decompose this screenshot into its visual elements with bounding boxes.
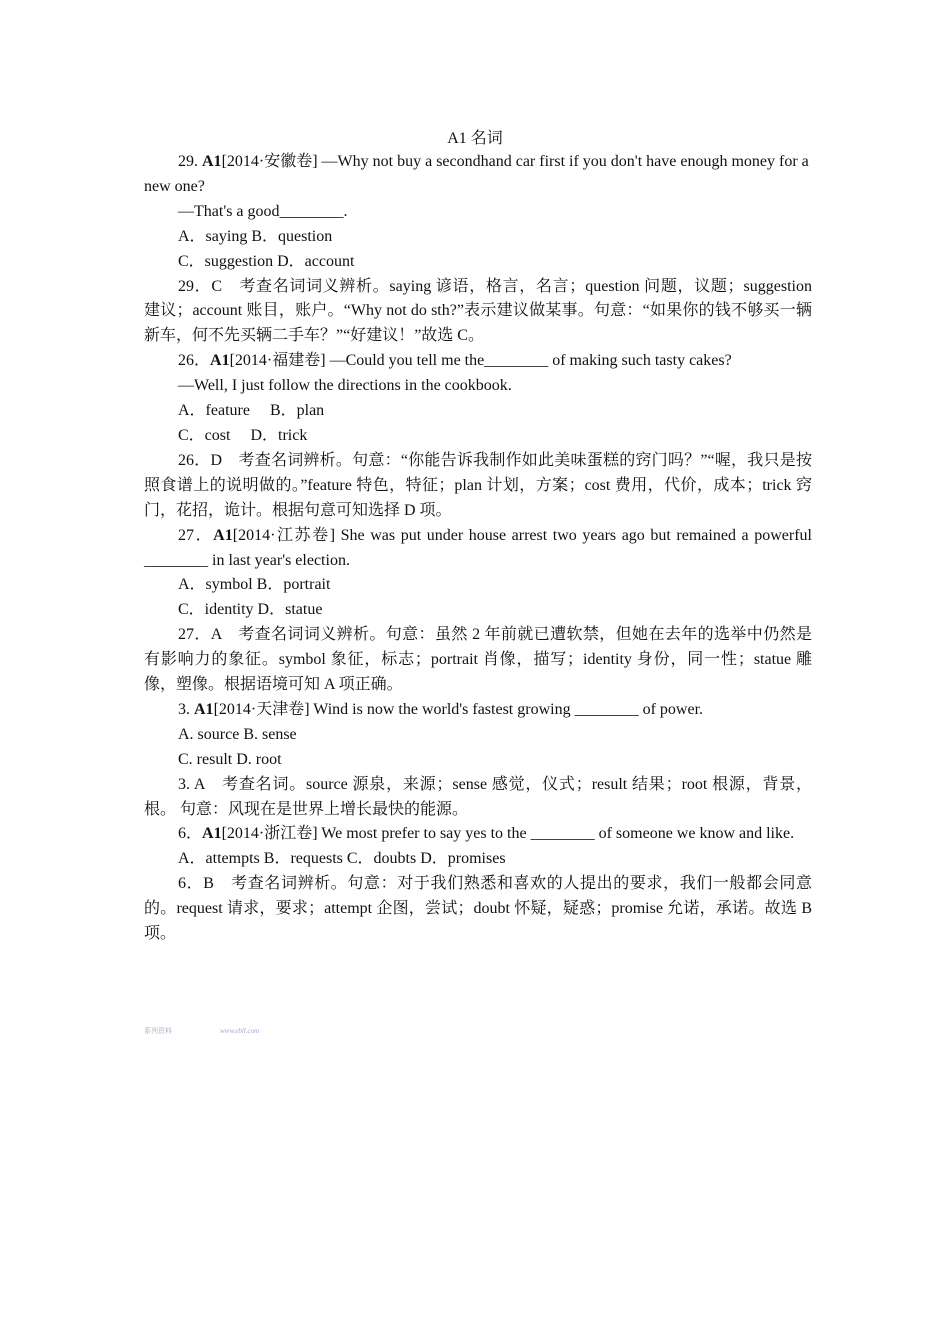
question-tag: A1 [202,153,222,170]
question-number: 27． [178,526,214,544]
question-reply: —That's a good________. [178,202,348,220]
answer-options: C．cost D．trick [178,426,308,444]
answer-options: A．feature B．plan [178,402,325,420]
question-stem [144,150,812,200]
question-number: 3. [178,700,194,718]
answer-analysis: 29．C 考查名词词义辨析。saying 谚语，格言，名言；question 问题，议题；suggestion 建议；account 账目，账户。“Why not do sth?”表示建议做某事。句意：“如果你的钱不够买一辆新车，何不先买辆二手车？”“好建议！”故选 C。 [144,277,812,345]
answer-options: A．saying B．question [178,227,333,245]
answer-options: A. source B. sense [178,725,297,743]
question-stem [144,698,812,723]
page-title: A1 名词 [447,130,503,147]
answer-analysis: 26．D 考查名词辨析。句意：“你能告诉我制作如此美味蛋糕的窍门吗？”“喔，我只是按照食谱上的说明做的。”feature 特色，特征；plan 计划，方案；cost 费用，代价，成本；trick 窍门，花招，诡计。根据句意可知选择 D 项。 [144,451,812,519]
question-tag: A1 [202,825,222,843]
answer-analysis: 3. A 考查名词。source 源泉，来源；sense 感觉，仪式；result 结果；root 根源，背景，根。 句意：风现在是世界上增长最快的能源。 [144,775,812,818]
footer-label: 系列资料 [144,1027,172,1035]
page-footer [144,1026,260,1036]
question-stem [144,349,812,374]
question-stem [144,822,812,847]
answer-analysis: 27．A 考查名词词义辨析。句意：虽然 2 年前就已遭软禁，但她在去年的选举中仍然是有影响力的象征。symbol 象征，标志；portrait 肖像，描写；identity 身份，同一性；statue 雕像，塑像。根据语境可知 A 项正确。 [144,626,812,694]
question-reply: —Well, I just follow the directions in the cookbook. [178,377,512,395]
question-text: [2014·江苏卷] She was put under house arrest two years ago but remained a powerful ________ in last year's election. [144,526,812,569]
question-number: 29. [178,153,202,170]
answer-options: C．identity D．statue [178,601,323,619]
answer-analysis: 6．B 考查名词辨析。句意：对于我们熟悉和喜欢的人提出的要求，我们一般都会同意的。request 请求，要求；attempt 企图，尝试；doubt 怀疑，疑惑；promise 允诺，承诺。故选 B 项。 [144,875,812,943]
question-tag: A1 [210,352,230,370]
question-text: [2014·浙江卷] We most prefer to say yes to the ________ of someone we know and like. [221,825,795,843]
question-text: [2014·福建卷] —Could you tell me the________ of making such tasty cakes? [229,352,732,370]
answer-options: C. result D. root [178,750,282,768]
answer-options: A．symbol B．portrait [178,576,331,594]
question-tag: A1 [213,526,233,544]
answer-options: A．attempts B．requests C．doubts D．promises [178,850,506,868]
question-number: 6． [178,825,203,843]
question-text: [2014·安徽卷] —Why not buy a secondhand car first if you don't have enough money for a new one? [144,153,809,195]
answer-options: C．suggestion D．account [178,252,355,270]
footer-link[interactable]: www.ebll.com [220,1027,260,1035]
question-number: 26． [178,352,211,370]
question-text: [2014·天津卷] Wind is now the world's fastest growing ________ of power. [213,700,704,718]
question-tag: A1 [194,700,214,718]
question-stem [144,524,812,574]
question-list [144,150,812,947]
